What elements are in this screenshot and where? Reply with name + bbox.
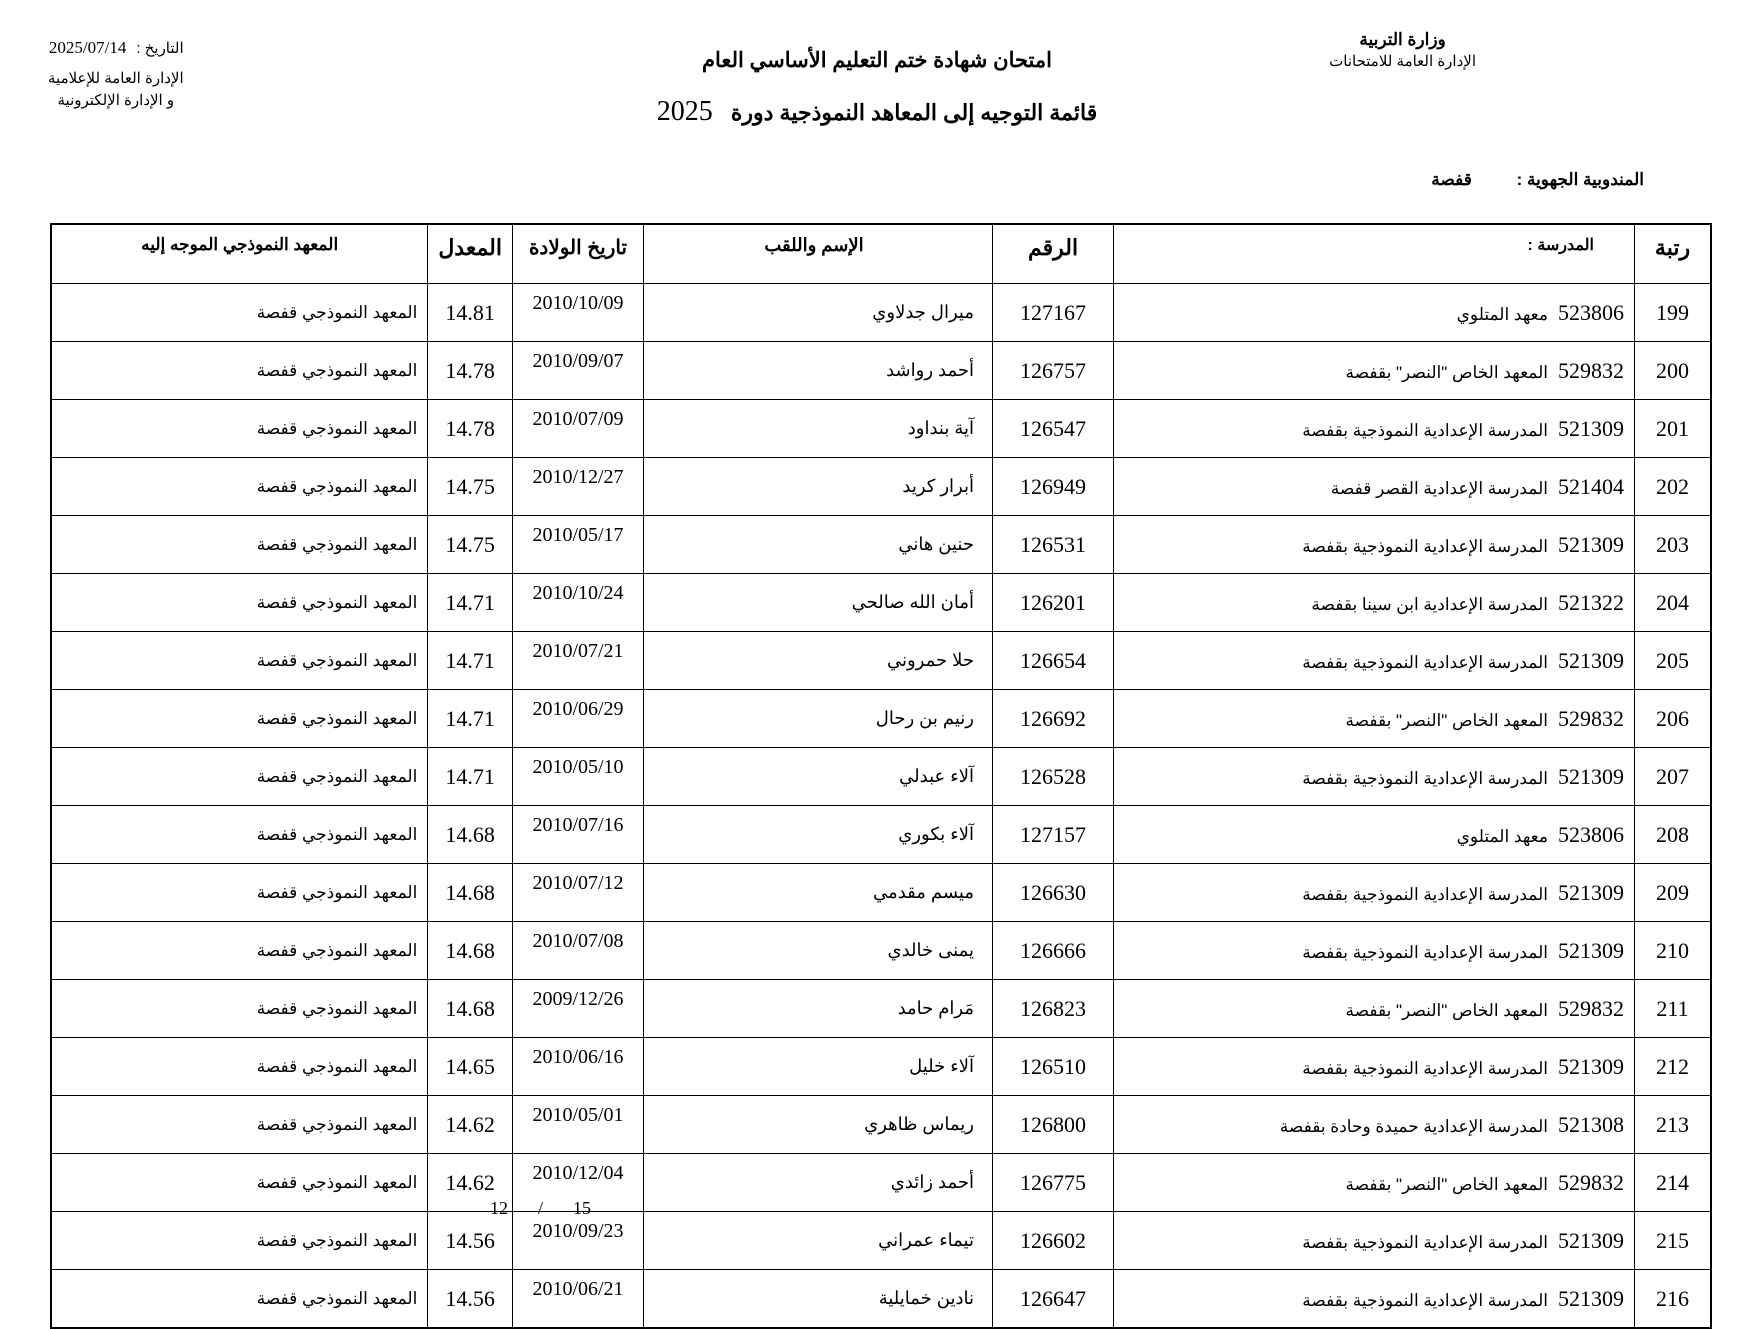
cell-school — [1114, 1154, 1635, 1212]
cell-rank: 211 — [1635, 980, 1712, 1038]
cell-rank: 210 — [1635, 922, 1712, 980]
cell-dob: 2010/07/09 — [513, 400, 644, 458]
cell-dob: 2010/07/08 — [513, 922, 644, 980]
table-row — [51, 574, 1711, 632]
school-name: المدرسة الإعدادية القصر قفصة — [1330, 478, 1548, 498]
school-name: المعهد الخاص "النصر" بقفصة — [1345, 1174, 1548, 1194]
cell-institute: المعهد النموذجي قفصة — [51, 806, 428, 864]
school-code: 521309 — [1558, 531, 1624, 557]
cell-average: 14.62 — [428, 1096, 513, 1154]
page-current: 12 — [490, 1198, 508, 1218]
cell-school — [1114, 922, 1635, 980]
school-code: 521309 — [1558, 879, 1624, 905]
cell-name: أمان الله صالحي — [644, 574, 993, 632]
cell-dob: 2010/06/21 — [513, 1270, 644, 1329]
cell-institute: المعهد النموذجي قفصة — [51, 632, 428, 690]
cell-number: 126692 — [993, 690, 1114, 748]
exam-title: امتحان شهادة ختم التعليم الأساسي العام — [702, 49, 1052, 72]
cell-school — [1114, 1096, 1635, 1154]
school-code: 521309 — [1558, 763, 1624, 789]
cell-rank: 202 — [1635, 458, 1712, 516]
cell-name: آلاء عبدلي — [644, 748, 993, 806]
cell-school — [1114, 574, 1635, 632]
header-institute: المعهد النموذجي الموجه إليه — [51, 224, 428, 284]
cell-number: 126531 — [993, 516, 1114, 574]
school-name: المدرسة الإعدادية النموذجية بقفصة — [1302, 652, 1548, 672]
cell-institute: المعهد النموذجي قفصة — [51, 922, 428, 980]
cell-dob: 2010/06/29 — [513, 690, 644, 748]
table-header — [51, 224, 1711, 284]
cell-average: 14.68 — [428, 864, 513, 922]
school-name: المدرسة الإعدادية النموذجية بقفصة — [1302, 420, 1548, 440]
school-code: 521309 — [1558, 1285, 1624, 1311]
cell-name: حنين هاني — [644, 516, 993, 574]
table-row — [51, 400, 1711, 458]
header-dob: تاريخ الولادة — [513, 224, 644, 284]
cell-institute: المعهد النموذجي قفصة — [51, 1212, 428, 1270]
cell-number: 126528 — [993, 748, 1114, 806]
ministry-name: وزارة التربية — [1359, 30, 1446, 49]
school-code: 521309 — [1558, 415, 1624, 441]
cell-school — [1114, 458, 1635, 516]
cell-dob: 2010/10/24 — [513, 574, 644, 632]
cell-rank: 212 — [1635, 1038, 1712, 1096]
session-year: 2025 — [656, 96, 713, 127]
school-code: 523806 — [1558, 821, 1624, 847]
cell-average: 14.78 — [428, 400, 513, 458]
region-value: قفصة — [1431, 170, 1472, 189]
cell-school — [1114, 632, 1635, 690]
cell-name: آلاء بكوري — [644, 806, 993, 864]
cell-rank: 209 — [1635, 864, 1712, 922]
table-row — [51, 864, 1711, 922]
school-code: 529832 — [1558, 705, 1624, 731]
cell-rank: 204 — [1635, 574, 1712, 632]
school-name: معهد المتلوي — [1456, 304, 1548, 324]
school-code: 529832 — [1558, 1169, 1624, 1195]
info-department-line2: و الإدارة الإلكترونية — [57, 91, 175, 109]
cell-name: نادين خمايلية — [644, 1270, 993, 1329]
school-code: 521309 — [1558, 937, 1624, 963]
cell-number: 126602 — [993, 1212, 1114, 1270]
cell-rank: 207 — [1635, 748, 1712, 806]
page-total: 15 — [573, 1198, 592, 1218]
header-school: المدرسة : — [1114, 224, 1635, 284]
cell-name: مَرام حامد — [644, 980, 993, 1038]
cell-number: 126647 — [993, 1270, 1114, 1329]
cell-number: 126201 — [993, 574, 1114, 632]
cell-number: 126823 — [993, 980, 1114, 1038]
cell-institute: المعهد النموذجي قفصة — [51, 1096, 428, 1154]
cell-average: 14.56 — [428, 1212, 513, 1270]
cell-average: 14.68 — [428, 806, 513, 864]
cell-dob: 2010/09/23 — [513, 1212, 644, 1270]
cell-average: 14.56 — [428, 1270, 513, 1329]
list-title — [0, 96, 1754, 128]
cell-average: 14.62 — [428, 1154, 513, 1212]
cell-institute: المعهد النموذجي قفصة — [51, 574, 428, 632]
cell-number: 127157 — [993, 806, 1114, 864]
cell-name: ريماس ظاهري — [644, 1096, 993, 1154]
cell-name: ميرال جدلاوي — [644, 284, 993, 342]
cell-institute: المعهد النموذجي قفصة — [51, 342, 428, 400]
school-code: 521309 — [1558, 1053, 1624, 1079]
cell-dob: 2009/12/26 — [513, 980, 644, 1038]
table-row — [51, 1154, 1711, 1212]
cell-rank: 208 — [1635, 806, 1712, 864]
cell-dob: 2010/07/12 — [513, 864, 644, 922]
school-name: المدرسة الإعدادية النموذجية بقفصة — [1302, 1232, 1548, 1252]
school-name: المدرسة الإعدادية النموذجية بقفصة — [1302, 536, 1548, 556]
cell-name: رنيم بن رحال — [644, 690, 993, 748]
cell-name: آية بنداود — [644, 400, 993, 458]
cell-average: 14.75 — [428, 516, 513, 574]
cell-institute: المعهد النموذجي قفصة — [51, 690, 428, 748]
cell-rank: 205 — [1635, 632, 1712, 690]
cell-institute: المعهد النموذجي قفصة — [51, 1154, 428, 1212]
cell-institute: المعهد النموذجي قفصة — [51, 400, 428, 458]
school-name: المعهد الخاص "النصر" بقفصة — [1345, 1000, 1548, 1020]
cell-school — [1114, 864, 1635, 922]
cell-number: 126775 — [993, 1154, 1114, 1212]
cell-dob: 2010/10/09 — [513, 284, 644, 342]
table-header-row — [51, 224, 1711, 284]
page-indicator — [490, 1198, 591, 1219]
cell-school — [1114, 400, 1635, 458]
cell-average: 14.68 — [428, 980, 513, 1038]
cell-average: 14.75 — [428, 458, 513, 516]
cell-school — [1114, 1270, 1635, 1329]
cell-institute: المعهد النموذجي قفصة — [51, 516, 428, 574]
table-row — [51, 284, 1711, 342]
cell-dob: 2010/07/16 — [513, 806, 644, 864]
school-name: المدرسة الإعدادية حميدة وحادة بقفصة — [1279, 1116, 1548, 1136]
header-average: المعدل — [428, 224, 513, 284]
header-rank: رتبة — [1635, 224, 1712, 284]
cell-dob: 2010/05/01 — [513, 1096, 644, 1154]
cell-name: تيماء عمراني — [644, 1212, 993, 1270]
cell-school — [1114, 516, 1635, 574]
cell-school — [1114, 284, 1635, 342]
cell-dob: 2010/07/21 — [513, 632, 644, 690]
school-name: المدرسة الإعدادية النموذجية بقفصة — [1302, 884, 1548, 904]
cell-institute: المعهد النموذجي قفصة — [51, 284, 428, 342]
cell-number: 126757 — [993, 342, 1114, 400]
cell-number: 126654 — [993, 632, 1114, 690]
cell-rank: 201 — [1635, 400, 1712, 458]
cell-average: 14.71 — [428, 748, 513, 806]
cell-name: أحمد زائدي — [644, 1154, 993, 1212]
cell-dob: 2010/09/07 — [513, 342, 644, 400]
table-row — [51, 1270, 1711, 1329]
cell-average: 14.71 — [428, 632, 513, 690]
cell-dob: 2010/05/17 — [513, 516, 644, 574]
date-label: التاريخ : — [136, 40, 184, 57]
header-number: الرقم — [993, 224, 1114, 284]
school-code: 521308 — [1558, 1111, 1624, 1137]
school-name: المعهد الخاص "النصر" بقفصة — [1345, 710, 1548, 730]
cell-name: أحمد رواشد — [644, 342, 993, 400]
school-code: 521309 — [1558, 647, 1624, 673]
table-row — [51, 1096, 1711, 1154]
table-row — [51, 806, 1711, 864]
table-row — [51, 632, 1711, 690]
cell-institute: المعهد النموذجي قفصة — [51, 748, 428, 806]
table-body — [51, 284, 1711, 1329]
table-row — [51, 980, 1711, 1038]
cell-dob: 2010/06/16 — [513, 1038, 644, 1096]
table-row — [51, 922, 1711, 980]
cell-school — [1114, 690, 1635, 748]
cell-institute: المعهد النموذجي قفصة — [51, 458, 428, 516]
table-row — [51, 342, 1711, 400]
cell-rank: 199 — [1635, 284, 1712, 342]
exams-department: الإدارة العامة للامتحانات — [1329, 53, 1476, 70]
page-separator: / — [538, 1198, 544, 1218]
region-label: المندوبية الجهوية : — [1516, 170, 1644, 189]
cell-name: حلا حمروني — [644, 632, 993, 690]
cell-rank: 215 — [1635, 1212, 1712, 1270]
cell-school — [1114, 806, 1635, 864]
school-name: معهد المتلوي — [1456, 826, 1548, 846]
cell-rank: 214 — [1635, 1154, 1712, 1212]
school-code: 521309 — [1558, 1227, 1624, 1253]
cell-number: 126800 — [993, 1096, 1114, 1154]
cell-average: 14.78 — [428, 342, 513, 400]
cell-number: 126949 — [993, 458, 1114, 516]
cell-number: 126630 — [993, 864, 1114, 922]
cell-institute: المعهد النموذجي قفصة — [51, 980, 428, 1038]
cell-institute: المعهد النموذجي قفصة — [51, 1038, 428, 1096]
cell-number: 126510 — [993, 1038, 1114, 1096]
cell-dob: 2010/12/04 — [513, 1154, 644, 1212]
school-name: المدرسة الإعدادية النموذجية بقفصة — [1302, 1058, 1548, 1078]
cell-average: 14.65 — [428, 1038, 513, 1096]
date-value: 2025/07/14 — [48, 38, 127, 57]
school-code: 521404 — [1558, 473, 1624, 499]
school-name: المدرسة الإعدادية النموذجية بقفصة — [1302, 1290, 1548, 1310]
cell-average: 14.71 — [428, 690, 513, 748]
info-department-line1: الإدارة العامة للإعلامية — [48, 70, 184, 87]
table-row — [51, 458, 1711, 516]
school-code: 523806 — [1558, 299, 1624, 325]
school-code: 521322 — [1558, 589, 1624, 615]
school-code: 529832 — [1558, 995, 1624, 1021]
cell-average: 14.71 — [428, 574, 513, 632]
cell-rank: 206 — [1635, 690, 1712, 748]
list-title-text: قائمة التوجيه إلى المعاهد النموذجية دورة — [730, 100, 1098, 125]
cell-rank: 200 — [1635, 342, 1712, 400]
cell-average: 14.81 — [428, 284, 513, 342]
cell-number: 127167 — [993, 284, 1114, 342]
cell-average: 14.68 — [428, 922, 513, 980]
regional-office — [1431, 170, 1644, 190]
cell-school — [1114, 980, 1635, 1038]
cell-school — [1114, 342, 1635, 400]
cell-dob: 2010/12/27 — [513, 458, 644, 516]
cell-dob: 2010/05/10 — [513, 748, 644, 806]
header-name: الإسم واللقب — [644, 224, 993, 284]
cell-rank: 203 — [1635, 516, 1712, 574]
cell-name: ميسم مقدمي — [644, 864, 993, 922]
orientation-table — [50, 223, 1712, 1329]
school-code: 529832 — [1558, 357, 1624, 383]
cell-school — [1114, 1038, 1635, 1096]
school-name: المدرسة الإعدادية النموذجية بقفصة — [1302, 768, 1548, 788]
cell-rank: 213 — [1635, 1096, 1712, 1154]
cell-name: يمنى خالدي — [644, 922, 993, 980]
table-row — [51, 748, 1711, 806]
school-name: المدرسة الإعدادية ابن سينا بقفصة — [1311, 594, 1548, 614]
cell-number: 126666 — [993, 922, 1114, 980]
cell-rank: 216 — [1635, 1270, 1712, 1329]
table-row — [51, 516, 1711, 574]
cell-name: أبرار كريد — [644, 458, 993, 516]
cell-institute: المعهد النموذجي قفصة — [51, 1270, 428, 1329]
school-name: المدرسة الإعدادية النموذجية بقفصة — [1302, 942, 1548, 962]
cell-school — [1114, 748, 1635, 806]
table-row — [51, 690, 1711, 748]
cell-number: 126547 — [993, 400, 1114, 458]
cell-institute: المعهد النموذجي قفصة — [51, 864, 428, 922]
school-name: المعهد الخاص "النصر" بقفصة — [1345, 362, 1548, 382]
table-row — [51, 1038, 1711, 1096]
cell-name: آلاء خليل — [644, 1038, 993, 1096]
